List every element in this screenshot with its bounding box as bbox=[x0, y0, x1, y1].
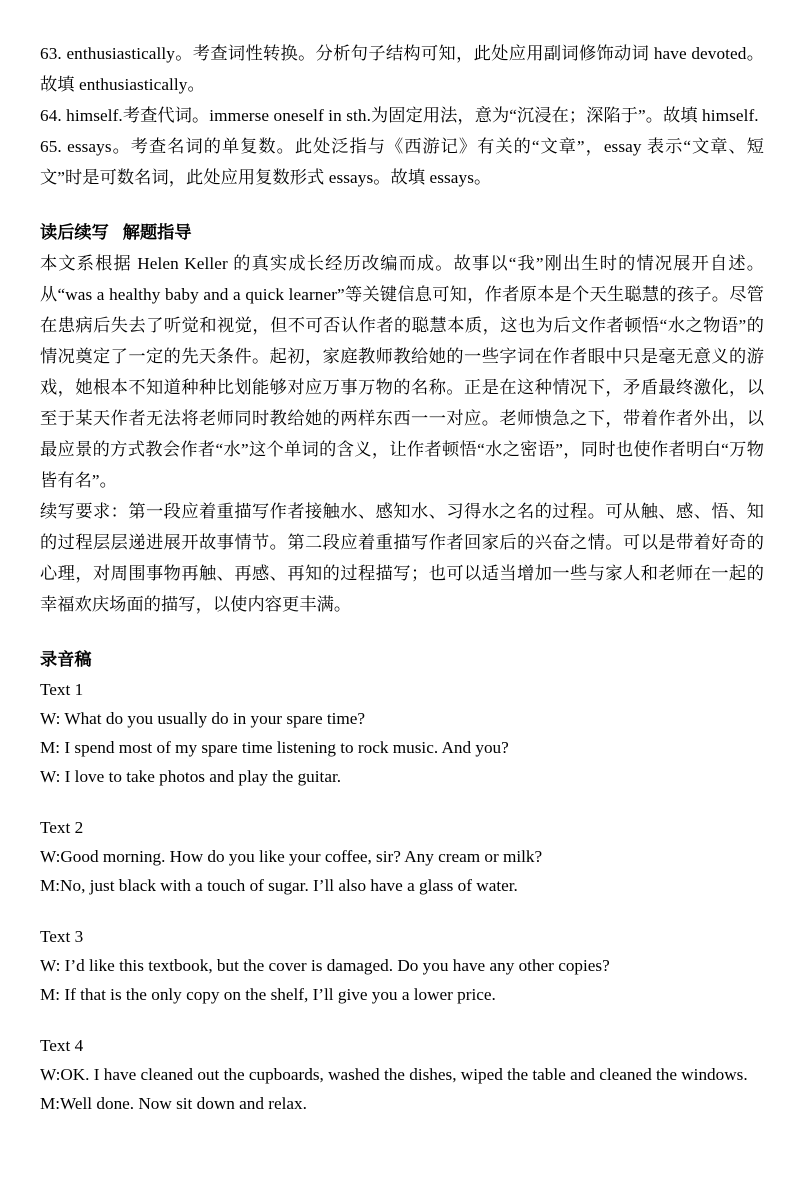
transcript-line: M: I spend most of my spare time listening to rock music. And you? bbox=[40, 738, 509, 757]
answer-explanations bbox=[40, 38, 764, 193]
guidance-paragraph-analysis: 本文系根据 Helen Keller 的真实成长经历改编而成。故事以“我”刚出生时的情况展开自述。从“was a healthy baby and a quick learner”等关键信息可知，作者原本是个天生聪慧的孩子。尽管在患病后失去了听觉和视觉，但不可否认作者的聪慧本质，这也为后文作者顿悟“水之物语”的情况奠定了一定的先天条件。起初，家庭教师教给她的一些字词在作者眼中只是毫无意义的游戏，她根本不知道种种比划能够对应万事万物的名称。正是在这种情况下，矛盾最终激化，以至于某天作者无法将老师同时教给她的两样东西一一对应。老师愦急之下，带着作者外出，以最应景的方式教会作者“水”这个单词的含义，让作者顿悟“水之密语”，同时也使作者明白“万物皆有名”。 bbox=[40, 254, 764, 490]
transcript-label-text4: Text 4 bbox=[40, 1036, 84, 1055]
transcript-label-text2: Text 2 bbox=[40, 818, 84, 837]
guidance-heading-part1: 读后续写 bbox=[40, 223, 109, 242]
transcript-section bbox=[40, 644, 764, 1118]
transcript-line: M:Well done. Now sit down and relax. bbox=[40, 1094, 307, 1113]
transcript-line: M:No, just black with a touch of sugar. I’ll also have a glass of water. bbox=[40, 876, 518, 895]
transcript-label-text3: Text 3 bbox=[40, 927, 84, 946]
guidance-paragraph-requirements: 续写要求：第一段应着重描写作者接触水、感知水、习得水之名的过程。可从触、感、悟、知的过程层层递进展开故事情节。第二段应着重描写作者回家后的兴奋之情。可以是带着好奇的心理，对周围事物再触、再感、再知的过程描写；也可以适当增加一些与家人和老师在一起的幸福欢庆场面的描写，以使内容更丰满。 bbox=[40, 502, 764, 614]
guidance-heading-part2: 解题指导 bbox=[122, 223, 192, 242]
answer-item-64: 64. himself.考查代词。immerse oneself in sth.为固定用法，意为“沉浸在；深陷于”。故填 himself. bbox=[40, 106, 759, 125]
transcript-line: M: If that is the only copy on the shelf, I’ll give you a lower price. bbox=[40, 985, 496, 1004]
spacer bbox=[40, 791, 764, 813]
guidance-heading bbox=[40, 217, 764, 248]
spacer bbox=[40, 900, 764, 922]
transcript-heading: 录音稿 bbox=[40, 650, 92, 669]
answer-item-63: 63. enthusiastically。考查词性转换。分析句子结构可知，此处应用副词修饰动词 have devoted。故填 enthusiastically。 bbox=[40, 44, 764, 94]
transcript-line: W:Good morning. How do you like your coffee, sir? Any cream or milk? bbox=[40, 847, 543, 866]
spacer bbox=[40, 1009, 764, 1031]
transcript-line: W: What do you usually do in your spare time? bbox=[40, 709, 366, 728]
transcript-label-text1: Text 1 bbox=[40, 680, 84, 699]
spacer bbox=[40, 193, 764, 217]
spacer bbox=[40, 620, 764, 644]
transcript-line: W: I’d like this textbook, but the cover is damaged. Do you have any other copies? bbox=[40, 956, 610, 975]
guidance-section bbox=[40, 217, 764, 620]
transcript-line: W: I love to take photos and play the guitar. bbox=[40, 767, 342, 786]
transcript-line: W:OK. I have cleaned out the cupboards, washed the dishes, wiped the table and cleaned the windows. bbox=[40, 1065, 748, 1084]
answer-item-65: 65. essays。考查名词的单复数。此处泛指与《西游记》有关的“文章”，essay 表示“文章、短文”时是可数名词，此处应用复数形式 essays。故填 essays。 bbox=[40, 137, 764, 187]
